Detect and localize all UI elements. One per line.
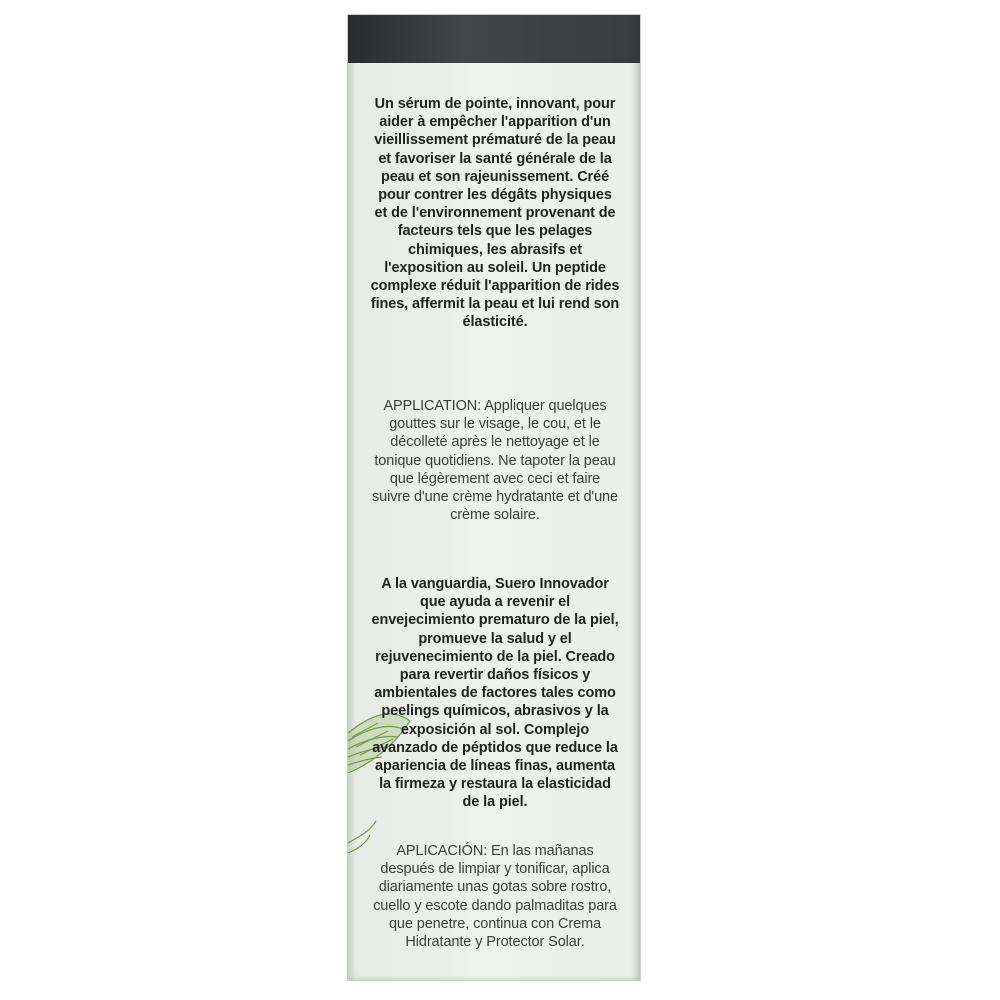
product-box-side-panel — [347, 14, 641, 981]
box-edge-shading — [630, 15, 640, 980]
french-application: APPLICATION: Appliquer quelques gouttes sur le visage, le cou, et le décolleté après le nettoyage et le tonique quotidiens. Ne tapoter la peau que légèrement avec ceci et faire suivre d'une crème hydratante et d'une crème solaire. — [372, 398, 618, 524]
french-description: Un sérum de pointe, innovant, pour aider à empêcher l'apparition d'un vieillissement prématuré de la peau et favoriser la santé générale de la peau et son rajeunissement. Créé pour contrer les dégâts physiques et de l'environnement provenant de facteurs tels que les pelages chimiques, les abrasifs et l'exposition au soleil. Un peptide complexe réduit l'apparition de rides fines, affermit la peau et lui rend son élasticité. — [370, 96, 620, 331]
spanish-description: A la vanguardia, Suero Innovador que ayuda a revenir el envejecimiento prematuro de la piel, promueve la salud y el rejuvenecimiento de la piel. Creado para revertir daños físicos y ambientales de factores tales como peelings químicos, abrasivos y la exposición al sol. Complejo avanzado de péptidos que reduce la apariencia de líneas finas, aumenta la firmeza y restaura la elasticidad de la piel. — [371, 576, 619, 811]
box-top-dark-band — [348, 15, 640, 63]
spanish-application: APLICACIÓN: En las mañanas después de limpiar y tonificar, aplica diariamente unas gotas sobre rostro, cuello y escote dando palmaditas para que penetre, continua con Crema Hidratante y Protector Solar. — [373, 843, 617, 951]
